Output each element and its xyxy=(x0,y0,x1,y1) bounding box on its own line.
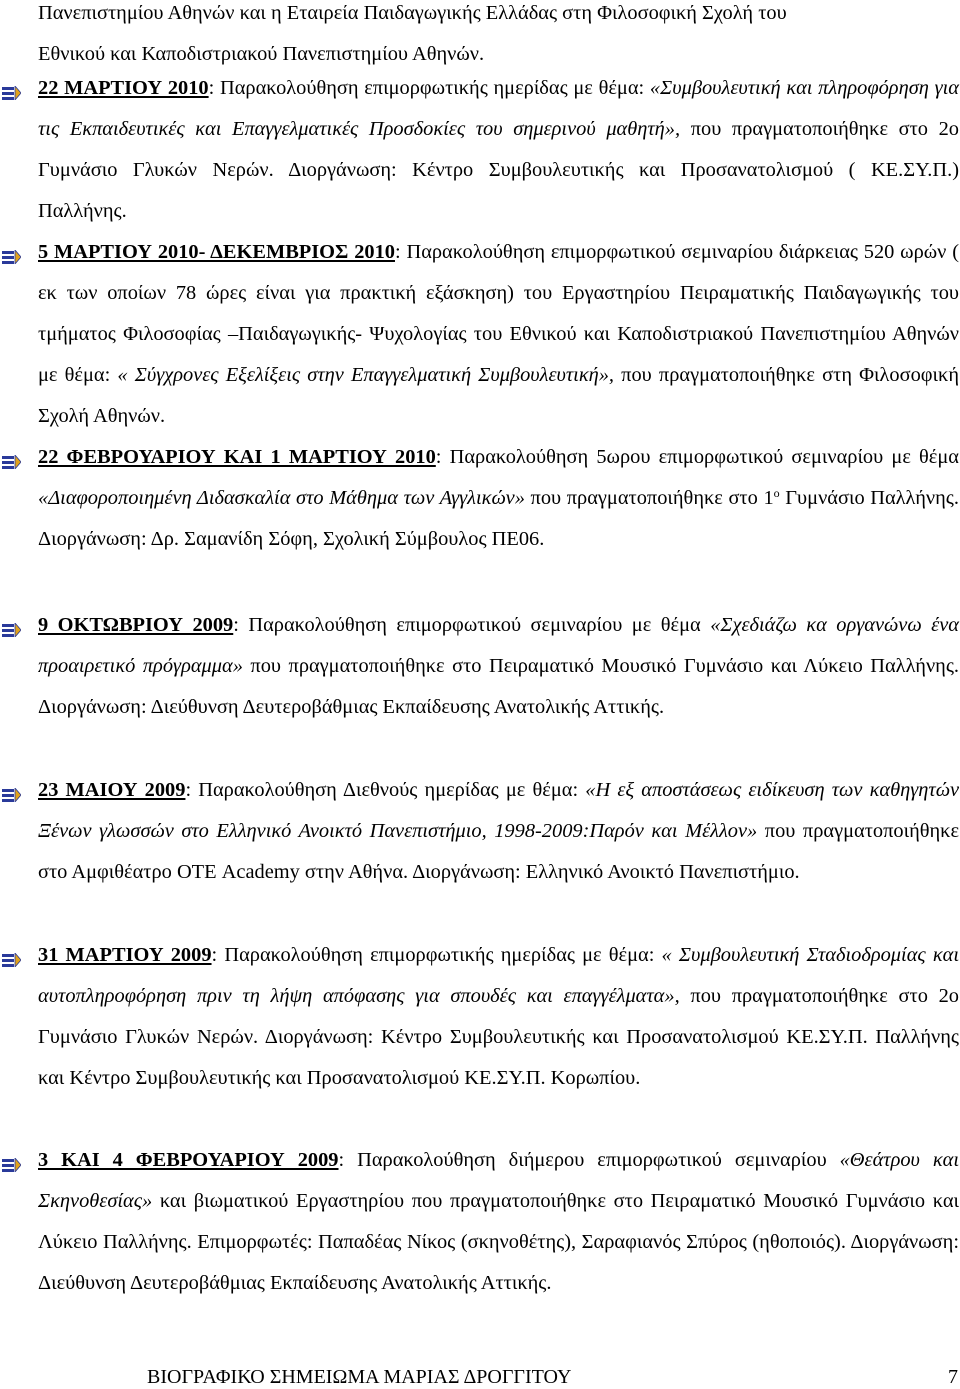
bullet-icon xyxy=(2,623,21,637)
intro-line-1: Πανεπιστημίου Αθηνών και η Εταιρεία Παιδαγωγικής Ελλάδας στη Φιλοσοφική Σχολή του xyxy=(38,2,787,24)
seminar-entry xyxy=(38,770,959,893)
entry-topic: « Σύγχρονες Εξελίξεις στην Επαγγελματική Συμβουλευτική», xyxy=(117,363,615,386)
entry-details: και βιωματικού Εργαστηρίου που πραγματοποιήθηκε στο Πειραματικό Μουσικό Γυμνάσιο και Λύκειο Παλλήνης. Επιμορφωτές: Παπαδέας Νίκος (σκηνοθέτης), Σαραφιανός Σπύρος (ηθοποιός). Διοργάνωση: Διεύθυνση Δευτεροβάθμιας Εκπαίδευσης Ανατολικής Αττικής. xyxy=(38,1189,959,1294)
page-footer xyxy=(147,1366,958,1388)
entry-topic: «Συμβουλευτική και πληροφόρηση για τις Εκπαιδευτικές και Επαγγελματικές Προσδοκίες του σημερινού μαθητή», xyxy=(38,77,959,140)
entry-details: που πραγματοποιήθηκε στο Πειραματικό Μουσικό Γυμνάσιο και Λύκειο Παλλήνης. Διοργάνωση: Διεύθυνση Δευτεροβάθμιας Εκπαίδευσης Ανατολικής Αττικής. xyxy=(38,654,959,718)
bullet-icon xyxy=(2,953,21,967)
entry-text: : Παρακολούθηση 5ωρου επιμορφωτικού σεμιναρίου με θέμα xyxy=(435,446,959,468)
bullet-icon xyxy=(2,788,21,802)
entry-text: : Παρακολούθηση επιμορφωτικής ημερίδας με θέμα: xyxy=(208,77,650,99)
entry-details: που πραγματοποιήθηκε στο 2ο Γυμνάσιο Γλυκών Νερών. Διοργάνωση: Κέντρο Συμβουλευτικής και Προσανατολισμού ( ΚΕ.ΣΥ.Π.) Παλλήνης. xyxy=(38,117,960,222)
entry-topic: «Θεάτρου και Σκηνοθεσίας» xyxy=(38,1149,959,1212)
bullet-icon xyxy=(2,1158,21,1172)
bullet-icon xyxy=(2,455,21,469)
entry-text: : Παρακολούθηση επιμορφωτικού σεμιναρίου με θέμα xyxy=(233,614,711,636)
page-number: 7 xyxy=(948,1366,958,1388)
entry-date: 22 ΜΑΡΤΙΟΥ 2010 xyxy=(38,77,209,99)
intro-paragraph xyxy=(38,0,959,75)
entry-topic: «Σχεδιάζω κα οργανώνω ένα προαιρετικό πρόγραμμα» xyxy=(38,614,959,677)
entry-details: που πραγματοποιήθηκε στη Φιλοσοφική Σχολή Αθηνών. xyxy=(38,363,959,427)
seminar-entry xyxy=(38,1140,959,1304)
footer-title: ΒΙΟΓΡΑΦΙΚΟ ΣΗΜΕΙΩΜΑ ΜΑΡΙΑΣ ΔΡΟΓΓΙΤΟΥ xyxy=(147,1366,572,1388)
seminar-entry xyxy=(38,68,959,232)
intro-line-2: Εθνικού και Καποδιστριακού Πανεπιστημίου Αθηνών. xyxy=(38,42,485,65)
seminar-entry xyxy=(38,605,959,728)
entry-date: 23 ΜΑΙΟΥ 2009 xyxy=(38,779,186,801)
entry-details: που πραγματοποιήθηκε στο 1 xyxy=(524,486,774,509)
entry-date: 31 ΜΑΡΤΙΟΥ 2009 xyxy=(38,944,212,966)
entry-date: 22 ΦΕΒΡΟΥΑΡΙΟΥ ΚΑΙ 1 ΜΑΡΤΙΟΥ 2010 xyxy=(38,446,436,468)
entry-date: 3 ΚΑΙ 4 ΦΕΒΡΟΥΑΡΙΟΥ 2009 xyxy=(38,1149,339,1171)
entry-details: που πραγματοποιήθηκε στο 2ο Γυμνάσιο Γλυκών Νερών. Διοργάνωση: Κέντρο Συμβουλευτικής και Προσανατολισμού ΚΕ.ΣΥ.Π. Παλλήνης και Κέντρο Συμβουλευτικής και Προσανατολισμού ΚΕ.ΣΥ.Π. Κορωπίου. xyxy=(38,984,959,1089)
entry-topic: « Συμβουλευτική Σταδιοδρομίας και αυτοπληροφόρηση πριν τη λήψη απόφασης για σπουδές και επαγγέλματα», xyxy=(38,944,959,1007)
entry-text: : Παρακολούθηση Διεθνούς ημερίδας με θέμα: xyxy=(185,779,586,801)
entry-topic: «Η εξ αποστάσεως ειδίκευση των καθηγητών Ξένων γλωσσών στο Ελληνικό Ανοικτό Πανεπιστήμιο, 1998-2009:Παρόν και Μέλλον» xyxy=(38,779,959,842)
entry-details-end: Γυμνάσιο Παλλήνης. Διοργάνωση: Δρ. Σαμανίδη Σόφη, Σχολική Σύμβουλος ΠΕ06. xyxy=(38,486,959,550)
bullet-icon xyxy=(2,86,21,100)
entry-text: : Παρακολούθηση διήμερου επιμορφωτικού σεμιναρίου xyxy=(338,1149,840,1171)
entry-text: : Παρακολούθηση επιμορφωτικής ημερίδας με θέμα: xyxy=(211,944,662,966)
bullet-icon xyxy=(2,250,21,264)
superscript: ο xyxy=(773,485,780,500)
entry-date: 5 ΜΑΡΤΙΟΥ 2010- ΔΕΚΕΜΒΡΙΟΣ 2010 xyxy=(38,241,395,263)
entry-topic: «Διαφοροποιημένη Διδασκαλία στο Μάθημα των Αγγλικών» xyxy=(38,486,525,509)
entry-details: που πραγματοποιήθηκε στο Αμφιθέατρο ΟΤΕ Academy στην Αθήνα. Διοργάνωση: Ελληνικό Ανοικτό Πανεπιστήμιο. xyxy=(38,819,960,883)
entry-date: 9 ΟΚΤΩΒΡΙΟΥ 2009 xyxy=(38,614,234,636)
seminar-entry xyxy=(38,232,959,437)
entry-text: : Παρακολούθηση επιμορφωτικού σεμιναρίου διάρκειας 520 ωρών ( εκ των οποίων 78 ώρες είναι για πρακτική εξάσκηση) του Εργαστηρίου Πειραματικής Παιδαγωγικής του τμήματος Φιλοσοφίας –Παιδαγωγικής- Ψυχολογίας του Εθνικού και Καποδιστριακού Πανεπιστημίου Αθηνών με θέμα: xyxy=(38,241,960,386)
seminar-entry xyxy=(38,935,959,1099)
seminar-entry xyxy=(38,437,959,560)
